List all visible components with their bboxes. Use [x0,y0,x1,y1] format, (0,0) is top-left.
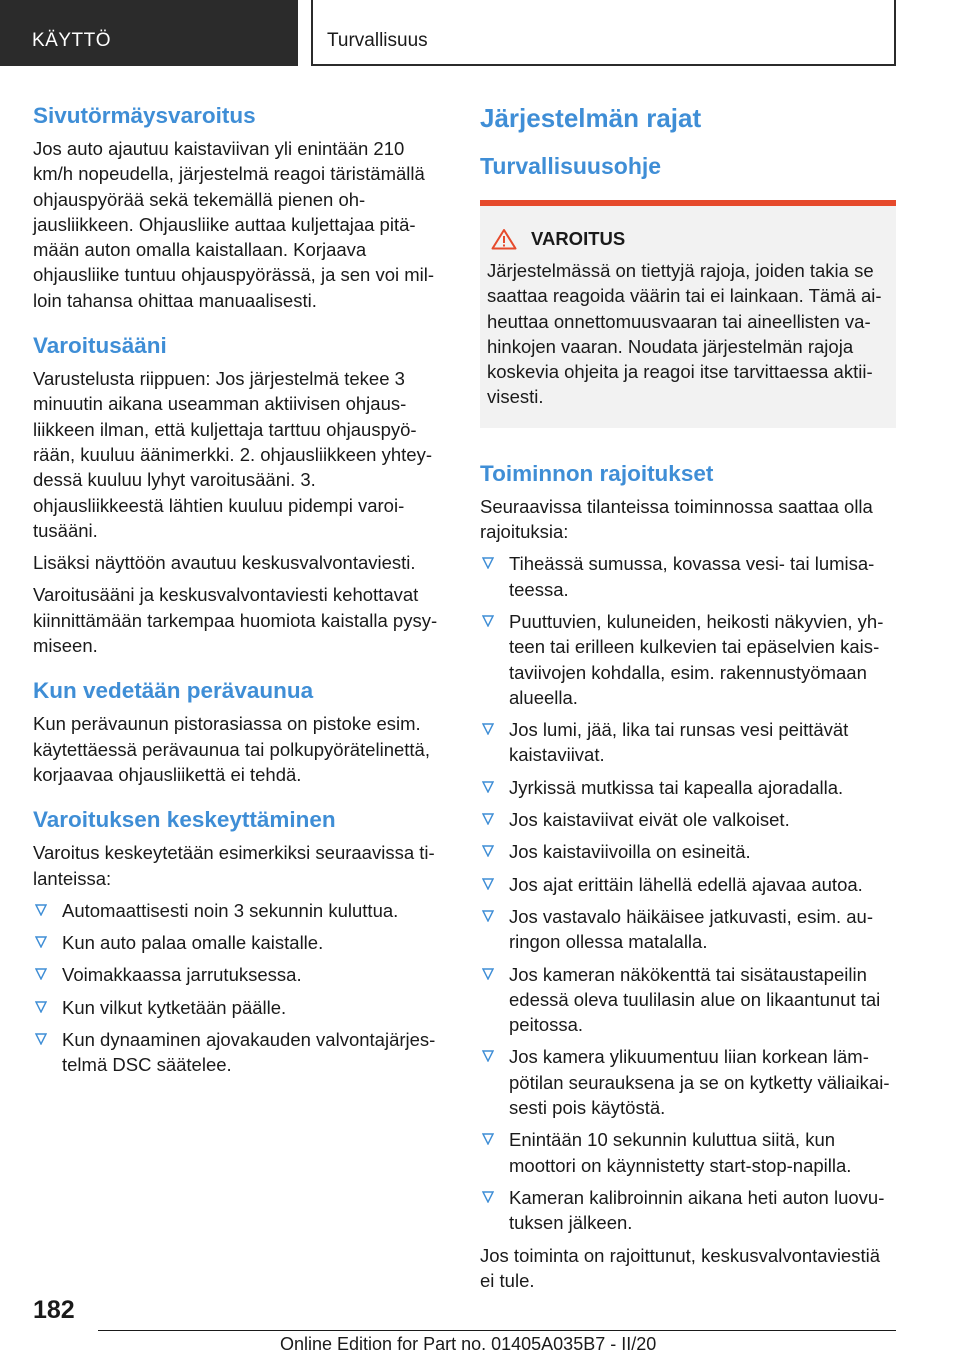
list-item: Jos kameran näkökenttä tai sisätaustapeilin edessä oleva tuulilasin alue on likaantunut tai peitossa. [480,962,896,1038]
paragraph: Kun perävaunun pistorasiassa on pistoke esim. käytettäessä perävaunua tai polkupyörätelinettä, korjaavaa ohjausliikettä ei tehdä. [33,713,430,785]
triangle-bullet-icon [482,615,494,627]
paragraph: Lisäksi näyttöön avautuu keskusvalvontaviesti. [33,552,416,574]
triangle-bullet-icon [482,845,494,857]
paragraph: Varoitus keskeytetään esimerkiksi seuraavissa tilanteissa: [33,842,435,889]
section-title-warning-interruption: Varoituksen keskeyttäminen [33,807,336,833]
paragraph: Jos auto ajautuu kaistaviivan yli enintään 210 km/h nopeudella, järjestelmä reagoi täristämällä ohjauspyörää sekä tekemällä pienen ohjausliikkeen. Ohjausliike auttaa kuljettajaa pitämään auton omalla kaistallaan. Korjaava ohjausliike tuntuu ohjauspyörässä, ja sen voi milloin tahansa ohittaa manuaalisesti. [33,138,435,311]
list-item: Enintään 10 sekunnin kuluttua siitä, kun moottori on käynnistetty start-stop-napilla. [480,1127,896,1178]
paragraph: Seuraavissa tilanteissa toiminnossa saattaa olla rajoituksia: [480,495,873,543]
triangle-bullet-icon [482,878,494,890]
list-item: Jyrkissä mutkissa tai kapealla ajoradalla. [480,775,896,800]
section-title-function-limitations: Toiminnon rajoitukset [480,460,714,486]
section-title-warning-sound: Varoitusääni [33,333,167,359]
footer-edition: Online Edition for Part no. 01405A035B7 - II/20 [280,1334,657,1354]
list-item: Kun vilkut kytketään päälle. [33,995,445,1020]
triangle-bullet-icon [35,1033,47,1045]
section-title-side-collision-warning: Sivutörmäysvaroitus [33,103,256,128]
triangle-bullet-icon [482,968,494,980]
triangle-bullet-icon [482,1191,494,1203]
triangle-bullet-icon [35,936,47,948]
right-column [480,100,896,1300]
limitations-list [480,551,896,1235]
list-item: Jos ajat erittäin lähellä edellä ajavaa autoa. [480,872,896,897]
paragraph: Varoitusääni ja keskusvalvontaviesti kehottavat kiinnittämään tarkempaa huomiota kaistalla pysymiseen. [33,584,438,657]
paragraph-closing: Jos toiminta on rajoittunut, keskusvalvontaviestiä ei tule. [480,1244,881,1291]
page-header [0,0,960,66]
warning-text: Järjestelmässä on tiettyjä rajoja, joiden takia se saattaa reagoida väärin tai ei lainkaan. Tämä aiheuttaa onnettomuusvaaran tai aineellisten vahinkojen vaaran. Noudata järjestelmän rajoja koskevia ohjeita ja reagoi itse tarvittaessa aktiivisesti. [487,260,882,408]
section-title-trailer: Kun vedetään perävaunua [33,678,314,704]
list-item: Voimakkaassa jarrutuksessa. [33,962,445,987]
header-chapter-box [311,0,896,66]
list-item: Tiheässä sumussa, kovassa vesi- tai lumisateessa. [480,551,896,602]
triangle-bullet-icon [482,1050,494,1062]
header-section-tab [0,0,298,66]
header-chapter-label: Turvallisuus [327,30,428,51]
list-item: Kun dynaaminen ajovakauden valvontajärjestelmä DSC säätelee. [33,1027,445,1078]
list-item: Jos kaistaviivat eivät ole valkoiset. [480,807,896,832]
list-item: Puuttuvien, kuluneiden, heikosti näkyvien, yhteen tai erilleen kulkevien tai epäselvien kaistaviivojen kohdalla, esim. rakennustyömaan alueella. [480,609,896,710]
paragraph: Varustelusta riippuen: Jos järjestelmä tekee 3 minuutin aikana useamman aktiivisen ohjausliikkeen ilman, että kuljettaja tarttuu ohjauspyörään, kuuluu äänimerkki. 2. ohjausliikkeen yhteydessä kuuluu lyhyt varoitusääni. 3. ohjausliikkeestä lähtien kuuluu pidempi varoitusääni. [33,368,432,541]
interruption-list [33,898,445,1078]
triangle-bullet-icon [35,968,47,980]
subsection-title-safety-note: Turvallisuusohje [480,153,662,179]
triangle-bullet-icon [482,557,494,569]
triangle-bullet-icon [482,910,494,922]
list-item: Jos vastavalo häikäisee jatkuvasti, esim. auringon ollessa matalalla. [480,904,896,955]
left-column [33,100,445,1085]
list-item: Kameran kalibroinnin aikana heti auton luovutuksen jälkeen. [480,1185,896,1236]
warning-title: VAROITUS [531,228,626,249]
list-item: Jos lumi, jää, lika tai runsas vesi peittävät kaistaviivat. [480,717,896,768]
warning-box [480,200,896,428]
triangle-bullet-icon [482,813,494,825]
list-item: Automaattisesti noin 3 sekunnin kuluttua. [33,898,445,923]
triangle-bullet-icon [482,1133,494,1145]
header-section-label: KÄYTTÖ [32,30,112,51]
section-title-system-limits: Järjestelmän rajat [480,103,702,133]
list-item: Jos kaistaviivoilla on esineitä. [480,839,896,864]
list-item: Jos kamera ylikuumentuu liian korkean lämpötilan seurauksena ja se on kytketty väliaikaisesti pois käytöstä. [480,1044,896,1120]
page-number: 182 [33,1296,75,1324]
warning-triangle-icon [491,228,517,250]
triangle-bullet-icon [35,1001,47,1013]
triangle-bullet-icon [482,781,494,793]
footer-divider [98,1330,896,1331]
warning-header [487,226,887,252]
triangle-bullet-icon [482,723,494,735]
triangle-bullet-icon [35,904,47,916]
list-item: Kun auto palaa omalle kaistalle. [33,930,445,955]
